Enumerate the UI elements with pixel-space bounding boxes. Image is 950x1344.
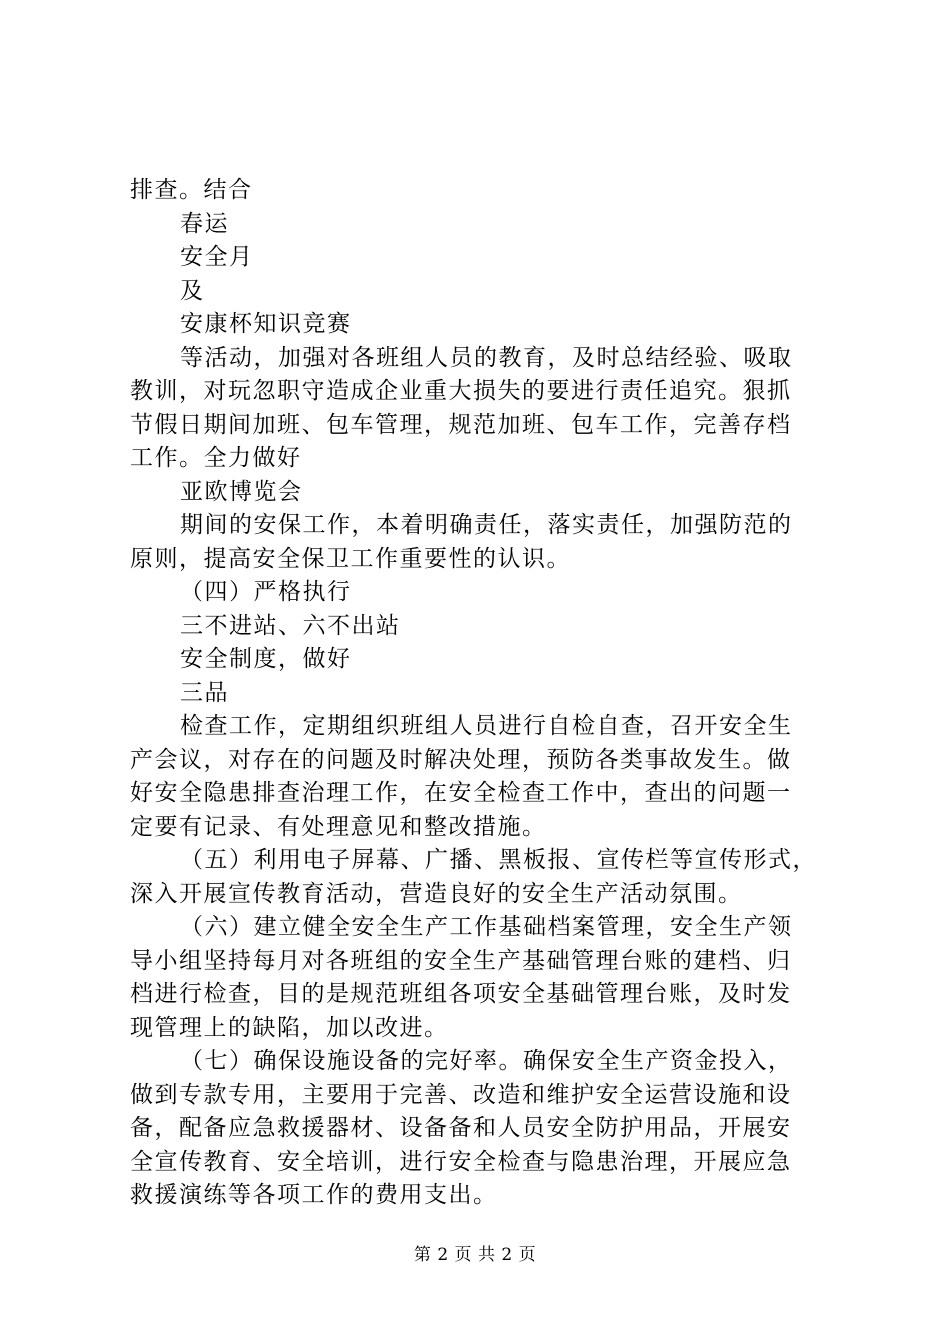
text-line: 备，配备应急救援器材、设备备和人员安全防护用品，开展安 [130, 1115, 792, 1141]
text-line: 及 [180, 277, 205, 304]
text-line: 定要有记录、有处理意见和整改措施。 [130, 813, 547, 840]
text-line: 工作。全力做好 [130, 445, 302, 471]
text-line: 安康杯知识竞赛 [180, 311, 352, 337]
page-footer: 第 2 页 共 2 页 [413, 1245, 537, 1265]
text-line: 深入开展宣传教育活动，营造良好的安全生产活动氛围。 [130, 880, 743, 907]
text-line: （四）严格执行 [180, 579, 352, 605]
text-line: （五）利用电子屏幕、广播、黑板报、宣传栏等宣传形式， [180, 847, 817, 873]
text-line: 安全制度，做好 [180, 646, 352, 672]
text-line: 期间的安保工作，本着明确责任，落实责任，加强防范的 [180, 512, 793, 538]
text-line: （七）确保设施设备的完好率。确保安全生产资金投入， [180, 1048, 793, 1074]
text-line: 救援演练等各项工作的费用支出。 [130, 1182, 498, 1208]
text-line: 全宣传教育、安全培训，进行安全检查与隐患治理，开展应急 [130, 1148, 792, 1175]
text-line: 好安全隐患排查治理工作，在安全检查工作中，查出的问题一 [130, 780, 792, 806]
text-line: 亚欧博览会 [180, 478, 303, 505]
text-line: 排查。结合 [130, 177, 253, 203]
text-line: 做到专款专用，主要用于完善、改造和维护安全运营设施和设 [130, 1081, 792, 1108]
text-line: 节假日期间加班、包车管理，规范加班、包车工作，完善存档 [130, 411, 792, 438]
text-line: 原则，提高安全保卫工作重要性的认识。 [130, 545, 571, 572]
document-body [130, 174, 830, 1213]
text-line: 三不进站、六不出站 [180, 612, 401, 639]
text-line: 现管理上的缺陷，加以改进。 [130, 1014, 449, 1041]
text-line: 产会议，对存在的问题及时解决处理，预防各类事故发生。做 [130, 746, 792, 773]
text-line: 安全月 [180, 244, 254, 270]
text-line: 档进行检查，目的是规范班组各项安全基础管理台账，及时发 [130, 981, 792, 1007]
text-line: 导小组坚持每月对各班组的安全生产基础管理台账的建档、归 [130, 947, 792, 974]
text-line: 春运 [180, 210, 229, 237]
text-line: 等活动，加强对各班组人员的教育，及时总结经验、吸取 [180, 344, 793, 371]
text-line: 检查工作，定期组织班组人员进行自检自查，召开安全生 [180, 713, 793, 739]
text-line: 教训，对玩忽职守造成企业重大损失的要进行责任追究。狠抓 [130, 378, 792, 404]
text-line: 三品 [180, 679, 229, 706]
text-line: （六）建立健全安全生产工作基础档案管理，安全生产领 [180, 914, 793, 940]
